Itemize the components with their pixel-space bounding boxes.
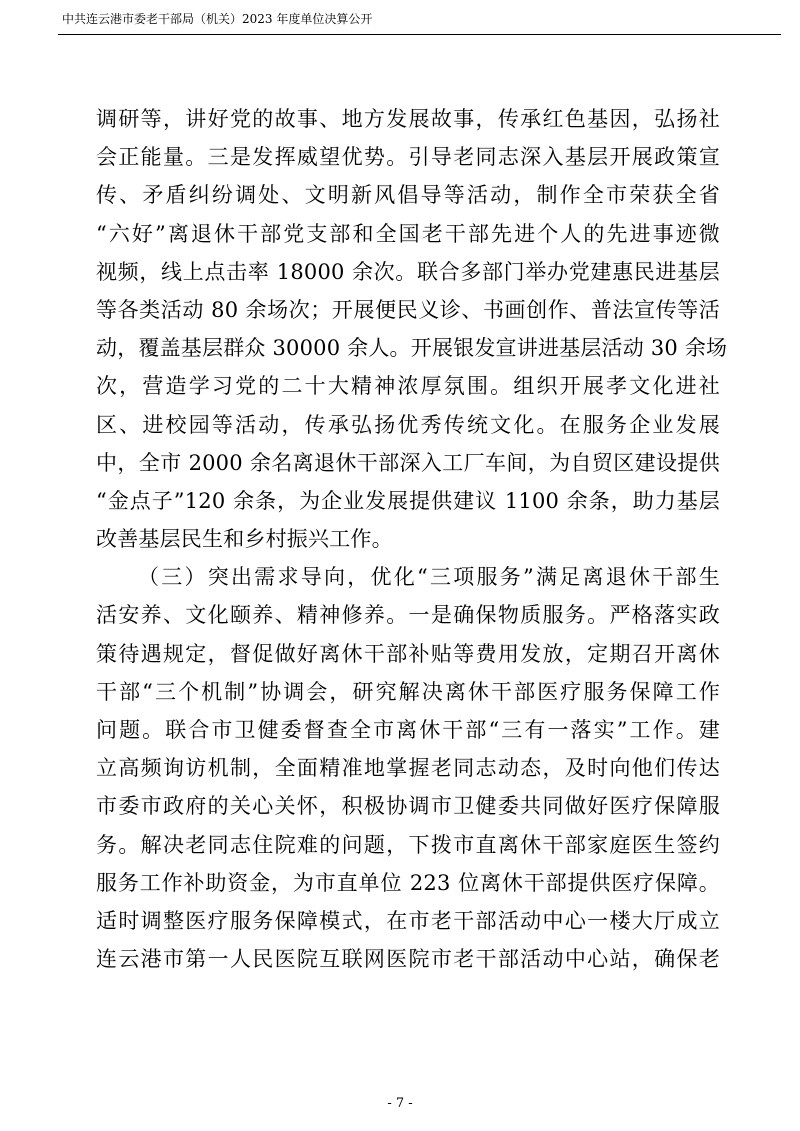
text-line: 区、进校园等活动，传承弘扬优秀传统文化。在服务企业发展	[96, 412, 720, 437]
paragraph-1	[96, 100, 728, 558]
text-line: 视频，线上点击率 18000 余次。联合多部门举办党建惠民进基层	[96, 259, 720, 284]
document-header: 中共连云港市委老干部局（机关）2023 年度单位决算公开	[62, 12, 373, 26]
text-line: 传、矛盾纠纷调处、文明新风倡导等活动，制作全市荣获全省	[96, 183, 720, 208]
text-line: “金点子”120 余条，为企业发展提供建议 1100 余条，助力基层	[96, 488, 720, 513]
text-line: 改善基层民生和乡村振兴工作。	[96, 527, 393, 552]
text-line: 服务工作补助资金，为市直单位 223 位离休干部提供医疗保障。	[96, 870, 720, 895]
text-line: 问题。联合市卫健委督查全市离休干部“三有一落实”工作。建	[96, 718, 720, 742]
text-line: 务。解决老同志住院难的问题，下拨市直离休干部家庭医生签约	[96, 832, 720, 857]
text-line: 会正能量。三是发挥威望优势。引导老同志深入基层开展政策宣	[96, 145, 720, 170]
text-line: 次，营造学习党的二十大精神浓厚氛围。组织开展孝文化进社	[96, 374, 720, 399]
paragraph-2	[96, 558, 720, 978]
text-line: “六好”离退休干部党支部和全国老干部先进个人的先进事迹微	[96, 221, 720, 246]
text-line: 活安养、文化颐养、精神修养。一是确保物质服务。严格落实政	[96, 603, 720, 628]
text-line: （三）突出需求导向，优化“三项服务”满足离退休干部生	[138, 565, 720, 590]
document-body	[96, 100, 728, 978]
text-line: 策待遇规定，督促做好离休干部补贴等费用发放，定期召开离休	[96, 641, 720, 666]
text-line: 中，全市 2000 余名离退休干部深入工厂车间，为自贸区建设提供	[96, 450, 720, 475]
text-line: 立高频询访机制，全面精准地掌握老同志动态，及时向他们传达	[96, 756, 720, 781]
text-line: 干部“三个机制”协调会，研究解决离休干部医疗服务保障工作	[96, 679, 720, 704]
text-line: 调研等，讲好党的故事、地方发展故事，传承红色基因，弘扬社	[96, 107, 720, 131]
text-line: 等各类活动 80 余场次；开展便民义诊、书画创作、普法宣传等活	[96, 297, 720, 322]
text-line: 动，覆盖基层群众 30000 余人。开展银发宣讲进基层活动 30 余场	[96, 336, 728, 361]
page-number: - 7 -	[387, 1096, 413, 1111]
text-line: 市委市政府的关心关怀，积极协调市卫健委共同做好医疗保障服	[96, 794, 720, 819]
header-divider	[58, 34, 781, 35]
text-line: 连云港市第一人民医院互联网医院市老干部活动中心站，确保老	[96, 947, 720, 972]
text-line: 适时调整医疗服务保障模式，在市老干部活动中心一楼大厅成立	[96, 908, 720, 933]
